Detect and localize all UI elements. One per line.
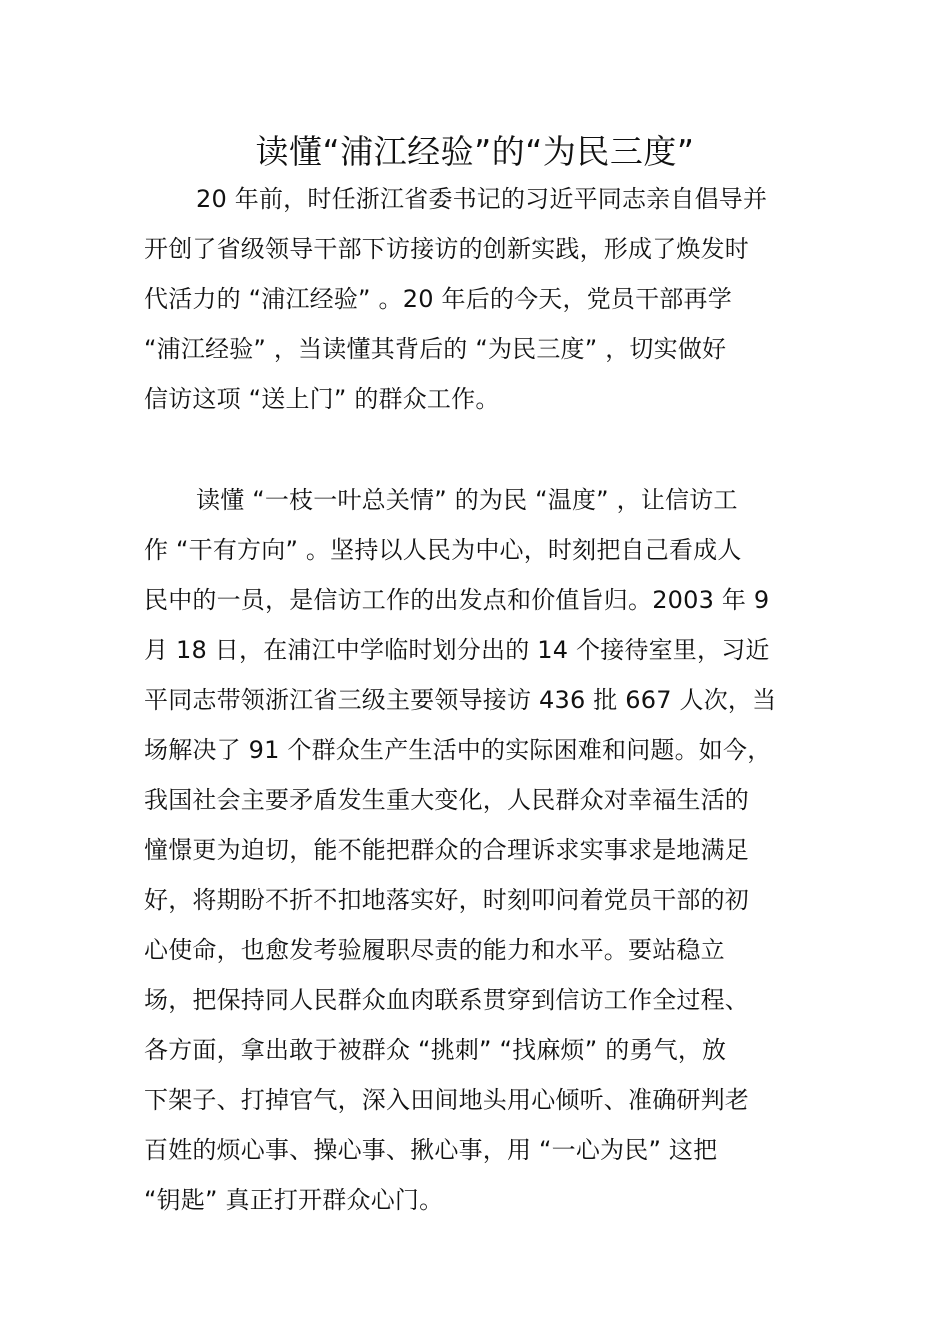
paragraph-line: 代活力的 “浦江经验” 。20 年后的今天，党员干部再学 [144,285,732,313]
paragraph-line: 20 年前，时任浙江省委书记的习近平同志亲自倡导并 [196,185,768,213]
paragraph-line: 百姓的烦心事、操心事、揪心事，用 “一心为民” 这把 [144,1136,718,1164]
document-title: 读懂“浦江经验”的“为民三度” [255,132,695,171]
paragraph-line: 我国社会主要矛盾发生重大变化，人民群众对幸福生活的 [144,786,749,814]
paragraph-line: “钥匙” 真正打开群众心门。 [144,1186,444,1214]
paragraph-line: 民中的一员，是信访工作的出发点和价值旨归。2003 年 9 [144,586,770,614]
paragraph-line: 憧憬更为迫切，能不能把群众的合理诉求实事求是地满足 [144,836,749,864]
paragraph-line: 读懂 “一枝一叶总关情” 的为民 “温度” ，让信访工 [196,486,738,514]
paragraph-line: 月 18 日，在浦江中学临时划分出的 14 个接待室里，习近 [144,636,770,664]
paragraph-line: 作 “干有方向” 。坚持以人民为中心，时刻把自己看成人 [144,536,742,564]
paragraph-line: 场，把保持同人民群众血肉联系贯穿到信访工作全过程、 [144,986,749,1014]
paragraph-line: 平同志带领浙江省三级主要领导接访 436 批 667 人次，当 [144,686,777,714]
paragraph-line: 信访这项 “送上门” 的群众工作。 [144,385,500,413]
paragraph-line: 场解决了 91 个群众生产生活中的实际困难和问题。如今， [144,736,772,764]
paragraph-temperature [144,475,808,1225]
paragraph-line: 心使命，也愈发考验履职尽责的能力和水平。要站稳立 [144,936,725,964]
paragraph-line: 好，将期盼不折不扣地落实好，时刻叩问着党员干部的初 [144,886,749,914]
paragraph-line: 各方面，拿出敢于被群众 “挑刺” “找麻烦” 的勇气，放 [144,1036,727,1064]
paragraph-line: 下架子、打掉官气，深入田间地头用心倾听、准确研判老 [144,1086,749,1114]
paragraph-line: “浦江经验” ，当读懂其背后的 “为民三度” ，切实做好 [144,335,727,363]
paragraph-intro [144,174,808,424]
paragraph-line: 开创了省级领导干部下访接访的创新实践，形成了焕发时 [144,235,749,263]
